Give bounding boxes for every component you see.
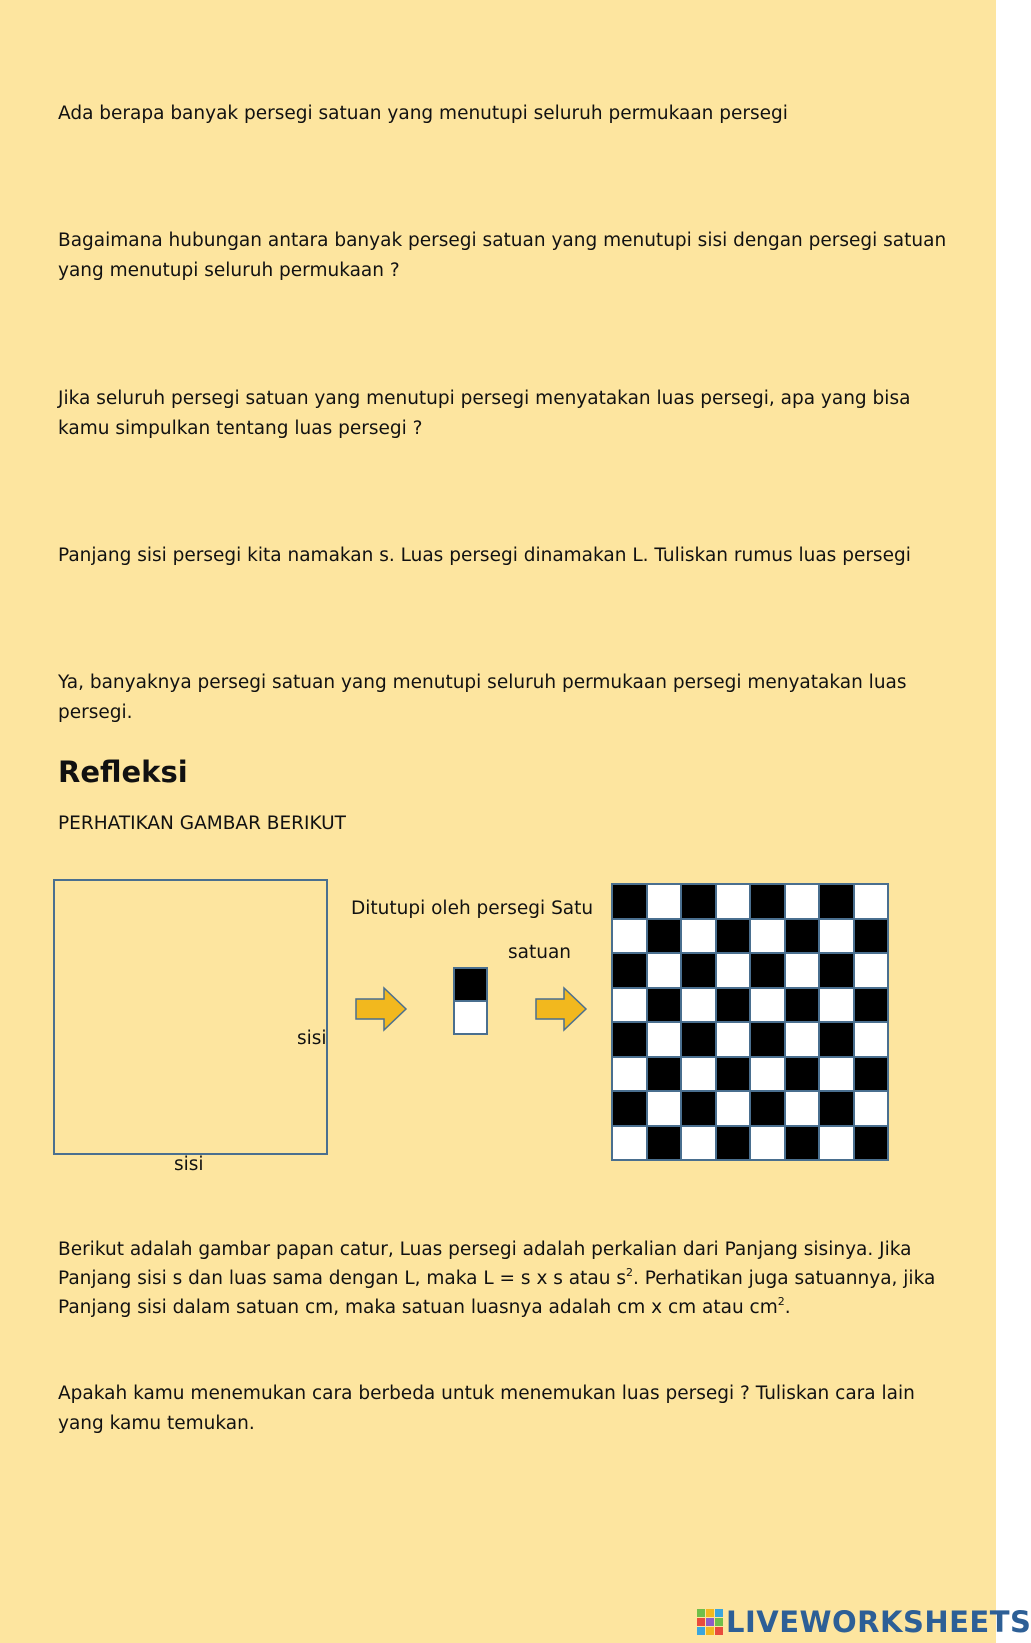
reflection-heading: Refleksi (58, 755, 188, 789)
explanation-line-2 (58, 1264, 958, 1294)
logo-text: LIVEWORKSHEETS (726, 1605, 1031, 1639)
side-label-right: sisi (297, 1028, 327, 1049)
board-cell-dark (681, 1022, 716, 1057)
board-cell-light (750, 1057, 785, 1092)
reflection-subtitle: PERHATIKAN GAMBAR BERIKUT (58, 813, 346, 834)
board-cell-light (681, 919, 716, 954)
board-cell-light (819, 988, 854, 1023)
board-cell-dark (681, 1091, 716, 1126)
board-cell-light (681, 1126, 716, 1161)
board-cell-light (612, 1126, 647, 1161)
board-cell-light (612, 919, 647, 954)
explanation-line-1: Berikut adalah gambar papan catur, Luas persegi adalah perkalian dari Panjang sisinya. Jika (58, 1239, 912, 1260)
board-cell-dark (854, 1126, 889, 1161)
board-cell-light (716, 1091, 751, 1126)
chessboard (611, 883, 889, 1161)
explanation-line-2-text: Panjang sisi s dan luas sama dengan L, maka L = s x s atau s (58, 1268, 626, 1289)
board-cell-dark (750, 884, 785, 919)
explanation-line-3-text: Panjang sisi dalam satuan cm, maka satuan luasnya adalah cm x cm atau cm (58, 1297, 778, 1318)
board-cell-dark (612, 1022, 647, 1057)
question-1: Ada berapa banyak persegi satuan yang menutupi seluruh permukaan persegi (58, 103, 788, 124)
board-cell-dark (647, 919, 682, 954)
board-cell-dark (681, 884, 716, 919)
explanation-line-2-rest: . Perhatikan juga satuannya, jika (632, 1268, 936, 1289)
logo-grid-icon (697, 1609, 723, 1635)
board-cell-light (647, 1022, 682, 1057)
final-question: Apakah kamu menemukan cara berbeda untuk menemukan luas persegi ? Tuliskan cara lain yang kamu temukan. (58, 1383, 915, 1434)
board-cell-dark (716, 1057, 751, 1092)
board-cell-dark (647, 1126, 682, 1161)
board-cell-dark (716, 1126, 751, 1161)
board-cell-light (785, 953, 820, 988)
board-cell-dark (785, 919, 820, 954)
superscript-2: 2 (625, 1266, 633, 1279)
question-2: Bagaimana hubungan antara banyak persegi satuan yang menutupi sisi dengan persegi satuan yang menutupi seluruh permukaan ? (58, 230, 947, 281)
board-cell-light (750, 919, 785, 954)
board-cell-light (854, 884, 889, 919)
unit-square-light (453, 1000, 488, 1035)
board-cell-dark (785, 1126, 820, 1161)
liveworksheets-logo (697, 1605, 1031, 1639)
question-4: Panjang sisi persegi kita namakan s. Luas persegi dinamakan L. Tuliskan rumus luas persegi (58, 545, 911, 566)
board-cell-light (716, 884, 751, 919)
board-cell-light (716, 1022, 751, 1057)
board-cell-light (854, 1091, 889, 1126)
board-cell-dark (854, 919, 889, 954)
board-cell-dark (785, 988, 820, 1023)
board-cell-light (681, 988, 716, 1023)
board-cell-light (819, 919, 854, 954)
board-cell-light (785, 1091, 820, 1126)
board-cell-light (785, 1022, 820, 1057)
board-cell-dark (750, 1022, 785, 1057)
board-cell-light (647, 884, 682, 919)
board-cell-dark (647, 988, 682, 1023)
board-cell-dark (750, 953, 785, 988)
board-cell-light (750, 1126, 785, 1161)
board-cell-dark (785, 1057, 820, 1092)
explanation-line-3 (58, 1293, 958, 1323)
answer-statement: Ya, banyaknya persegi satuan yang menutupi seluruh permukaan persegi menyatakan luas persegi. (58, 672, 907, 723)
board-cell-light (785, 884, 820, 919)
board-cell-dark (612, 953, 647, 988)
explanation-line-3-rest: . (784, 1297, 791, 1318)
board-cell-dark (819, 1091, 854, 1126)
board-cell-dark (819, 953, 854, 988)
board-cell-light (681, 1057, 716, 1092)
board-cell-dark (681, 953, 716, 988)
board-cell-dark (750, 1091, 785, 1126)
board-cell-dark (716, 988, 751, 1023)
board-cell-dark (647, 1057, 682, 1092)
covered-text-line2: satuan (508, 942, 572, 963)
board-cell-dark (819, 1022, 854, 1057)
board-cell-dark (612, 1091, 647, 1126)
board-cell-dark (716, 919, 751, 954)
large-square (53, 879, 328, 1155)
arrow-right-icon (355, 987, 407, 1031)
board-cell-light (716, 953, 751, 988)
unit-square-stack (453, 967, 488, 1035)
board-cell-light (750, 988, 785, 1023)
question-3: Jika seluruh persegi satuan yang menutupi persegi menyatakan luas persegi, apa yang bisa kamu simpulkan tentang luas persegi ? (58, 388, 911, 439)
board-cell-dark (854, 1057, 889, 1092)
side-label-bottom: sisi (174, 1154, 204, 1175)
board-cell-light (819, 1126, 854, 1161)
board-cell-light (612, 1057, 647, 1092)
arrow-right-icon (535, 987, 587, 1031)
board-cell-light (647, 953, 682, 988)
board-cell-light (612, 988, 647, 1023)
board-cell-dark (819, 884, 854, 919)
board-cell-light (819, 1057, 854, 1092)
board-cell-dark (612, 884, 647, 919)
board-cell-light (647, 1091, 682, 1126)
board-cell-light (854, 1022, 889, 1057)
covered-text-line1: Ditutupi oleh persegi Satu (351, 898, 594, 919)
superscript-2: 2 (777, 1295, 785, 1308)
board-cell-dark (854, 988, 889, 1023)
board-cell-light (854, 953, 889, 988)
unit-square-dark (453, 967, 488, 1002)
